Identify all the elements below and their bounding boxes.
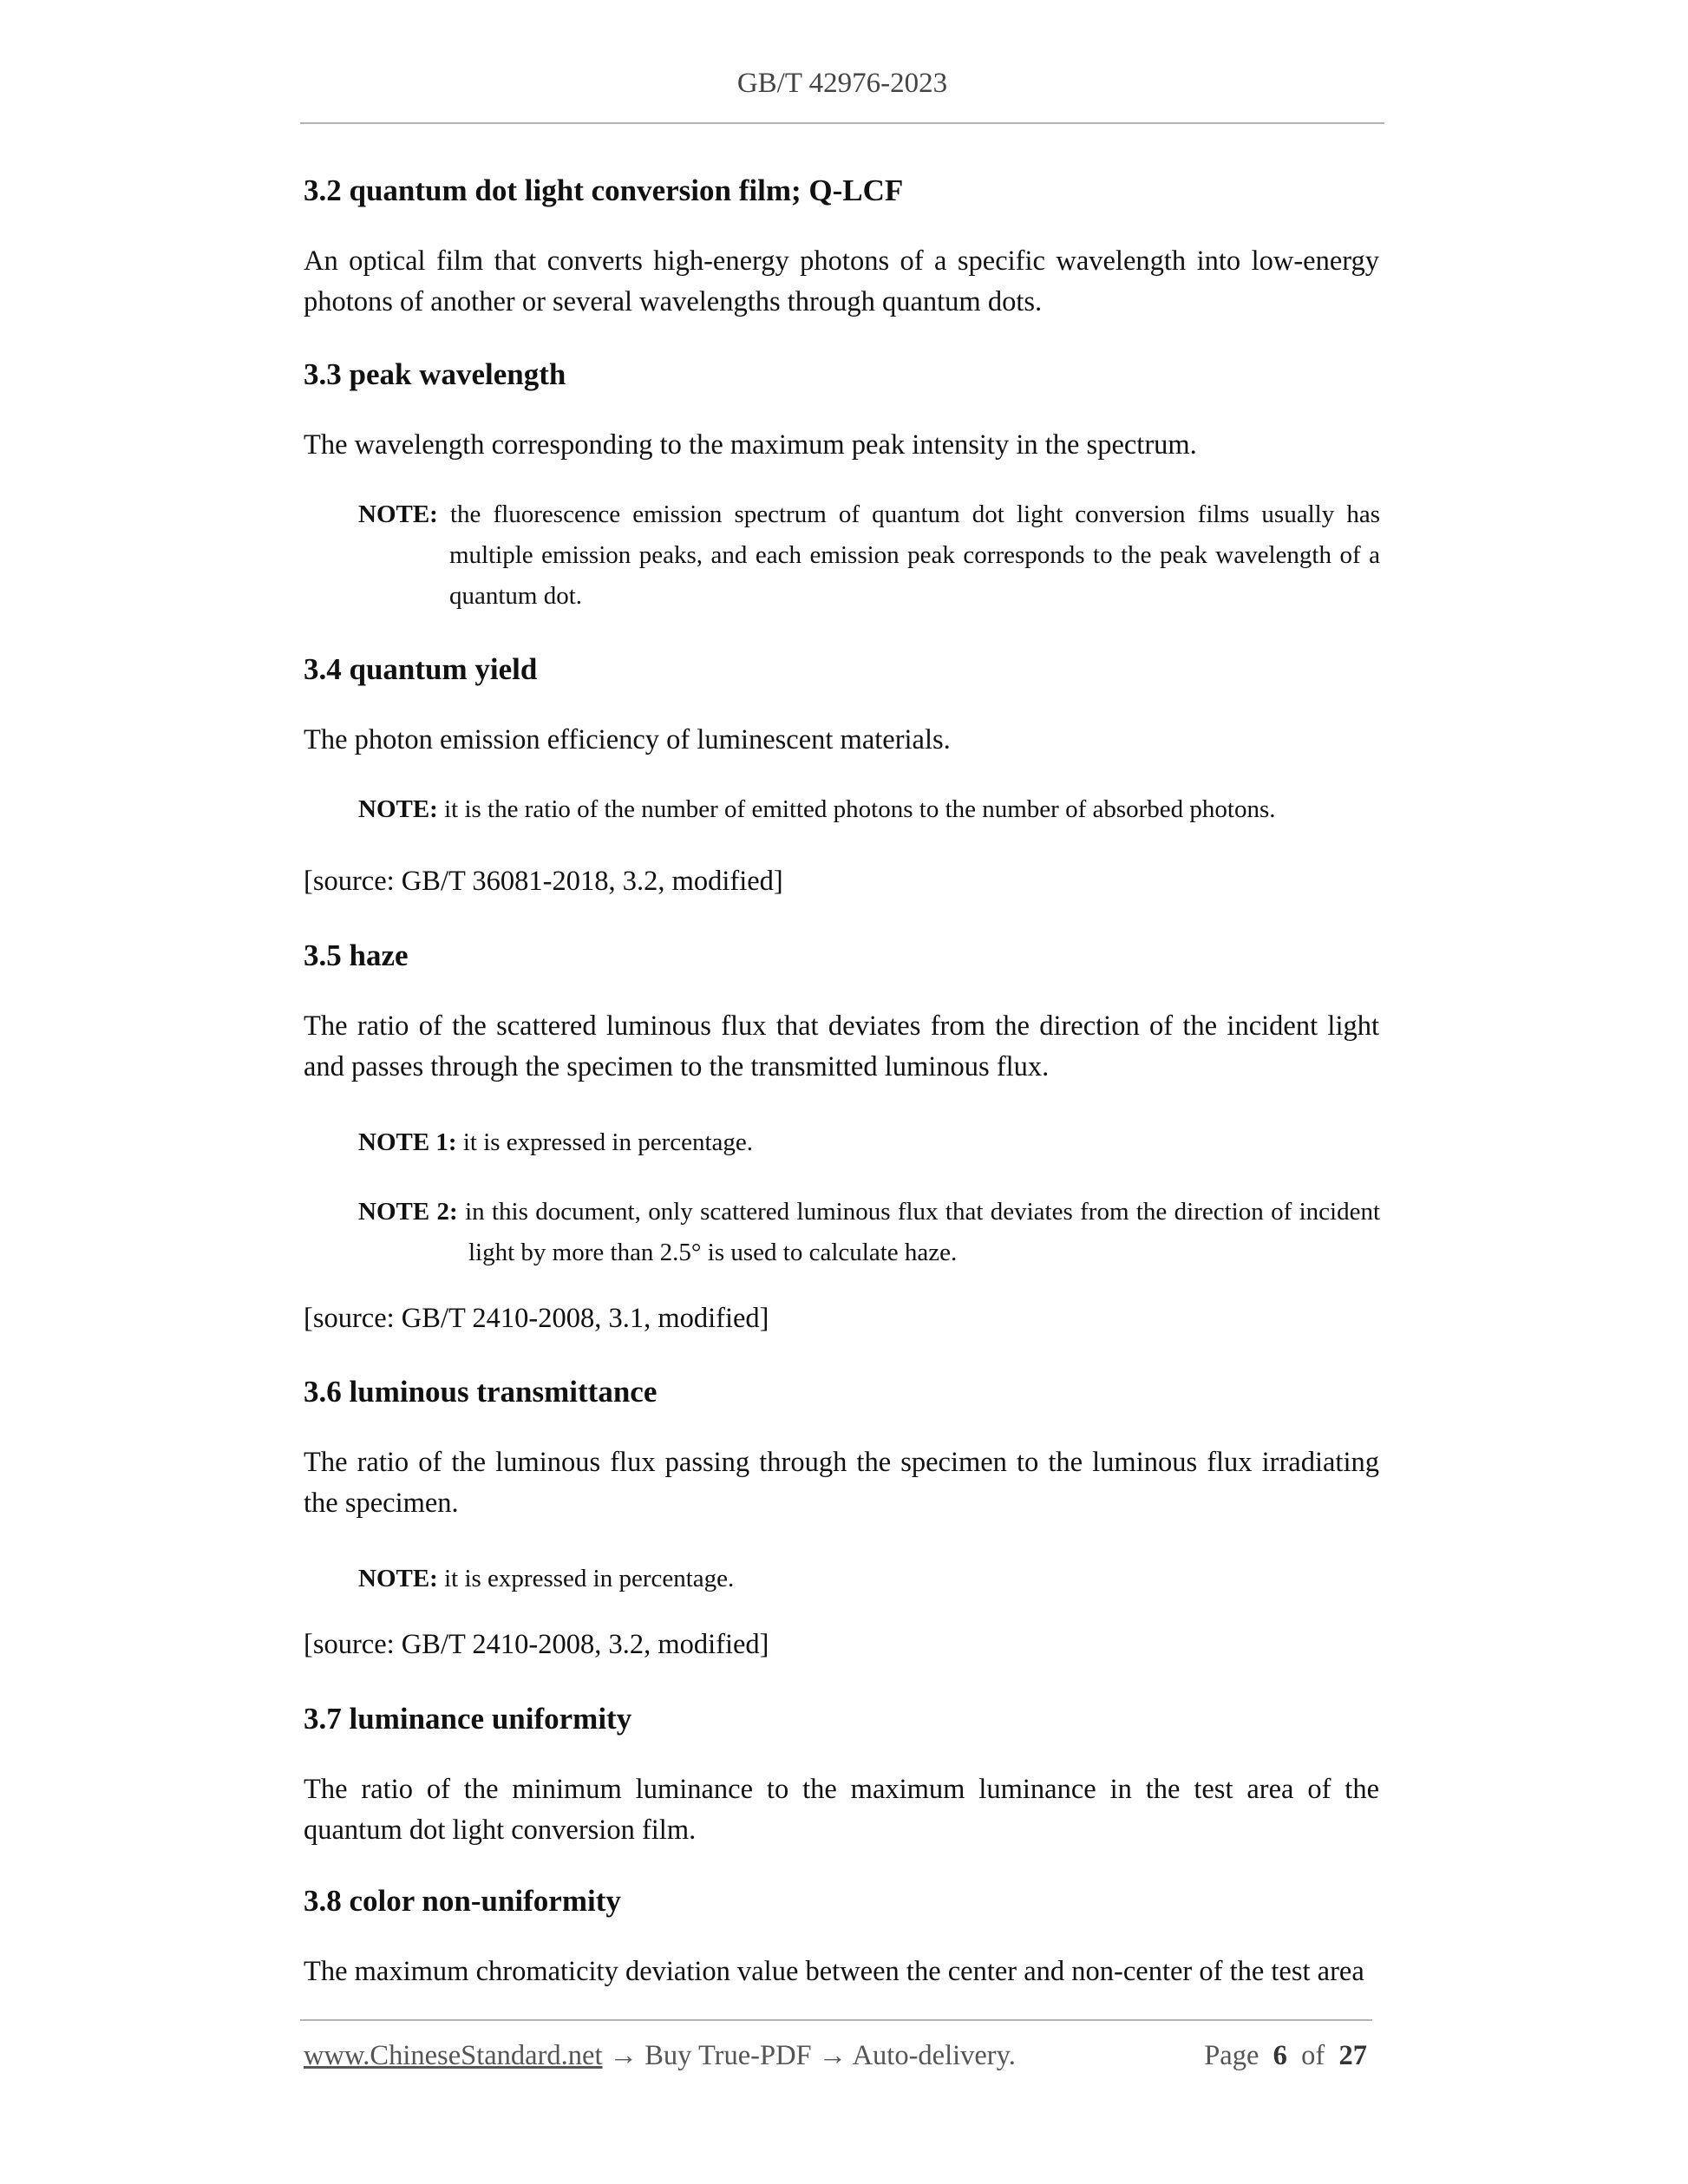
term-definition-3-4: The photon emission efficiency of luminescent materials. xyxy=(304,724,951,755)
term-definition-3-2: An optical film that converts high-energy photons of a specific wavelength into low-energy photons of another or several wavelengths through quantum dots. xyxy=(304,245,1379,317)
term-source-3-6: [source: GB/T 2410-2008, 3.2, modified] xyxy=(304,1629,769,1660)
footer-promo xyxy=(304,2040,1016,2072)
term-heading-3-5: 3.5 haze xyxy=(304,938,409,972)
page-total: 27 xyxy=(1338,2040,1367,2071)
term-definition-3-3: The wavelength corresponding to the maximum peak intensity in the spectrum. xyxy=(304,429,1197,461)
term-source-3-4: [source: GB/T 36081-2018, 3.2, modified] xyxy=(304,866,783,897)
term-heading-3-8: 3.8 color non-uniformity xyxy=(304,1884,621,1918)
note-label: NOTE: xyxy=(358,1565,438,1592)
term-definition-3-7: The ratio of the minimum luminance to the maximum luminance in the test area of the quantum dot light conversion film. xyxy=(304,1774,1379,1846)
term-heading-3-7: 3.7 luminance uniformity xyxy=(304,1702,632,1736)
of-word: of xyxy=(1301,2040,1325,2071)
term-note-3-6 xyxy=(358,1559,1380,1599)
page-indicator xyxy=(1204,2040,1367,2072)
term-note-3-4 xyxy=(358,789,1380,830)
term-source-3-5: [source: GB/T 2410-2008, 3.1, modified] xyxy=(304,1303,769,1334)
term-definition-3-5: The ratio of the scattered luminous flux that deviates from the direction of the incident light and passes through the specimen to the transmitted luminous flux. xyxy=(304,1010,1379,1082)
term-heading-3-6: 3.6 luminous transmittance xyxy=(304,1375,658,1409)
note-label: NOTE 2: xyxy=(358,1198,458,1226)
page-current: 6 xyxy=(1273,2040,1287,2071)
website-link[interactable]: www.ChineseStandard.net xyxy=(304,2040,603,2071)
footer-divider xyxy=(300,2019,1372,2021)
header-divider xyxy=(300,122,1384,124)
term-heading-3-3: 3.3 peak wavelength xyxy=(304,357,566,391)
term-note1-3-5 xyxy=(358,1122,1380,1163)
term-note-3-3 xyxy=(358,494,1380,617)
note-text: in this document, only scattered luminous flux that deviates from the direction of incident light by more than 2.5° is used to calculate haze. xyxy=(465,1198,1381,1266)
note-text: it is the ratio of the number of emitted photons to the number of absorbed photons. xyxy=(444,795,1276,823)
note-text: it is expressed in percentage. xyxy=(462,1128,754,1156)
note-label: NOTE: xyxy=(358,795,438,823)
document-header: GB/T 42976-2023 xyxy=(736,68,948,99)
term-definition-3-8: The maximum chromaticity deviation value between the center and non-center of the test area xyxy=(304,1956,1364,1987)
page-word: Page xyxy=(1204,2040,1259,2071)
term-heading-3-2: 3.2 quantum dot light conversion film; Q-LCF xyxy=(304,173,904,207)
term-note2-3-5 xyxy=(358,1192,1380,1273)
note-text: it is expressed in percentage. xyxy=(444,1565,735,1592)
footer-promo-text: → Buy True-PDF → Auto-delivery. xyxy=(602,2040,1016,2071)
note-label: NOTE 1: xyxy=(358,1128,457,1156)
note-label: NOTE: xyxy=(358,500,438,528)
note-text: the fluorescence emission spectrum of quantum dot light conversion films usually has multiple emission peaks, and each emission peak corresponds to the peak wavelength of a quantum dot. xyxy=(449,500,1380,610)
term-heading-3-4: 3.4 quantum yield xyxy=(304,652,538,686)
term-definition-3-6: The ratio of the luminous flux passing through the specimen to the luminous flux irradiating the specimen. xyxy=(304,1447,1379,1519)
